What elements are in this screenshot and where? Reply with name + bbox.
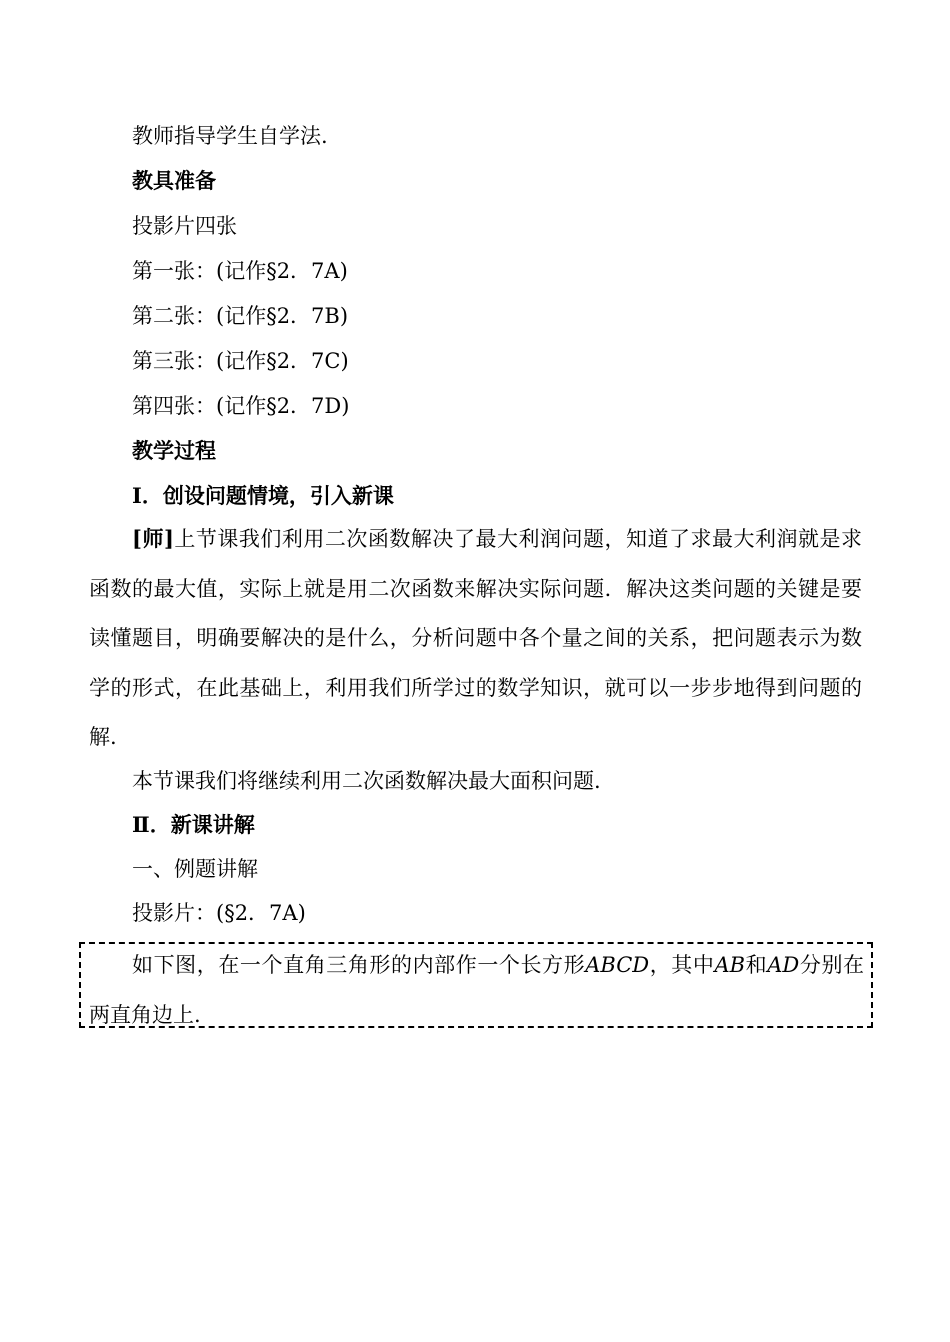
intro-text: 上节课我们利用二次函数解决了最大利润问题，知道了求最大利润就是求函数的最大值，实际上就是用二次函数来解决实际问题．解决这类问题的关键是要读懂题目，明确要解决的是什么，分析问题中各个量之间的关系，把问题表示为数学的形式，在此基础上，利用我们所学过的数学知识，就可以一步步地得到问题的解. [89,527,863,749]
slide-4-line: 第四张：(记作§2．7D) [132,394,350,418]
method-line: 教师指导学生自学法. [132,124,328,148]
slide-reference-line: 投影片：(§2．7A) [132,901,306,925]
slide-2-line: 第二张：(记作§2．7B) [132,304,349,328]
problem-text-3: 和 [745,953,768,977]
teaching-process-heading: 教学过程 [132,438,216,463]
problem-text-1: 如下图，在一个直角三角形的内部作一个长方形 [132,953,586,977]
section-1-heading: Ⅰ．创设问题情境，引入新课 [132,483,394,508]
problem-text-4: 分别在两直角边上. [89,953,865,1027]
section-2-heading: Ⅱ．新课讲解 [132,812,255,837]
problem-box [79,942,873,1028]
example-subheading: 一、例题讲解 [132,857,258,881]
lesson-goal-line: 本节课我们将继续利用二次函数解决最大面积问题. [132,769,601,793]
speaker-tag: [师] [132,526,174,551]
slide-3-line: 第三张：(记作§2．7C) [132,349,349,373]
side-ab-label: AB [714,953,746,977]
problem-text-2: ，其中 [649,953,715,977]
side-ad-label: AD [767,953,800,977]
teaching-aids-heading: 教具准备 [132,168,216,193]
slides-count-line: 投影片四张 [132,214,237,238]
rect-label: ABCD [585,953,650,977]
intro-paragraph [89,514,862,763]
slide-1-line: 第一张：(记作§2．7A) [132,259,348,283]
problem-paragraph [89,941,864,1040]
